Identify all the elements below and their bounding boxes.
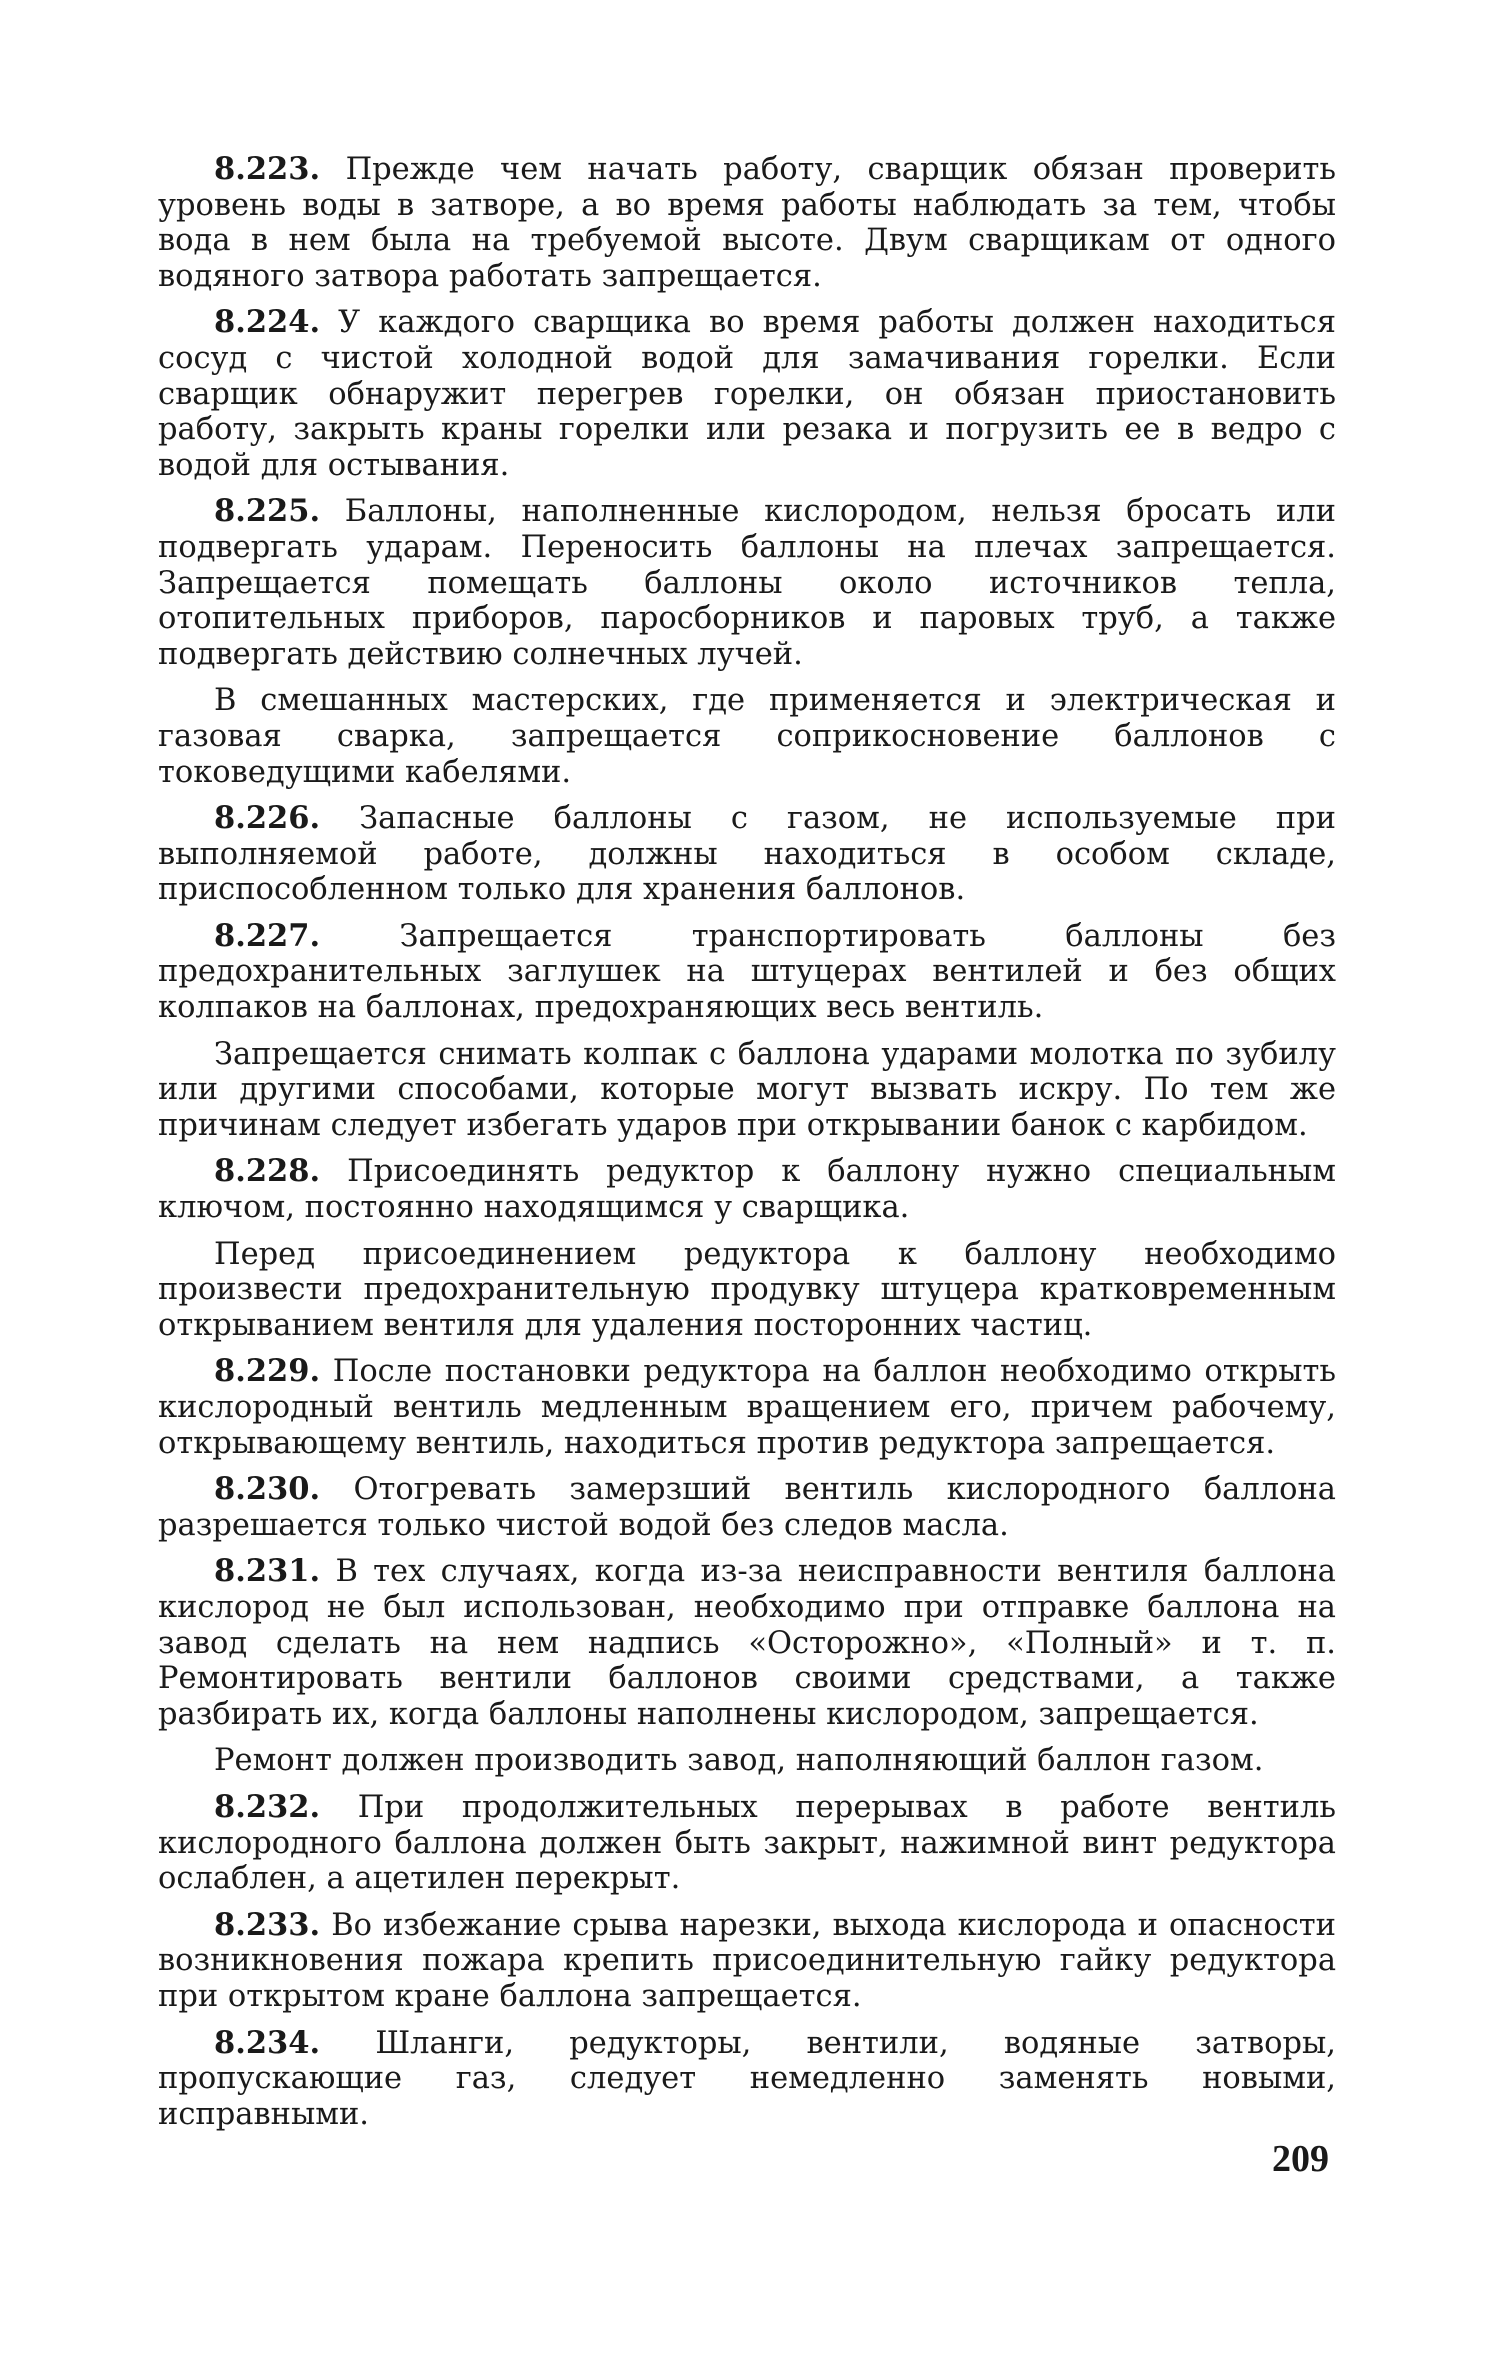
- paragraph-text: Запрещается транспортировать баллоны без предохранительных заглушек на штуцерах вентилей и без общих колпаков на баллонах, предохраняющих весь вентиль.: [158, 918, 1336, 1026]
- paragraph-8-234: [158, 2026, 1336, 2133]
- paragraph-8-226: [158, 801, 1336, 908]
- paragraph-8-229: [158, 1354, 1336, 1461]
- paragraph-text: Во избежание срыва нарезки, выхода кислорода и опасности возникновения пожара крепить присоединительную гайку редуктора при открытом кране баллона запрещается.: [158, 1907, 1336, 2014]
- paragraph-text: В смешанных мастерских, где применяется и электрическая и газовая сварка, запрещается соприкосновение баллонов с токоведущими кабелями.: [158, 683, 1336, 790]
- paragraph-8-232: [158, 1790, 1336, 1897]
- paragraph-8-227-cont: [158, 1037, 1336, 1144]
- clause-number: 8.228.: [214, 1153, 321, 1190]
- paragraph-8-225: [158, 494, 1336, 672]
- clause-number: 8.224.: [214, 304, 321, 341]
- paragraph-8-231: [158, 1554, 1336, 1732]
- paragraph-text: Шланги, редукторы, вентили, водяные затворы, пропускающие газ, следует немедленно заменять новыми, исправными.: [158, 2025, 1336, 2132]
- clause-number: 8.226.: [214, 800, 321, 837]
- paragraph-text: Отогревать замерзший вентиль кислородного баллона разрешается только чистой водой без следов масла.: [158, 1472, 1336, 1543]
- paragraph-text: Прежде чем начать работу, сварщик обязан проверить уровень воды в затворе, а во время работы наблюдать за тем, чтобы вода в нем была на требуемой высоте. Двум сварщикам от одного водяного затвора работать запрещается.: [158, 152, 1336, 294]
- paragraph-text: Присоединять редуктор к баллону нужно специальным ключом, постоянно находящимся у сварщика.: [158, 1154, 1337, 1226]
- paragraph-text: После постановки редуктора на баллон необходимо открыть кислородный вентиль медленным вращением его, причем рабочему, открывающему вентиль, находиться против редуктора запрещается.: [158, 1354, 1336, 1461]
- clause-number: 8.232.: [214, 1788, 321, 1825]
- paragraph-text: При продолжительных перерывах в работе вентиль кислородного баллона должен быть закрыт, нажимной винт редуктора ослаблен, а ацетилен перекрыт.: [158, 1789, 1336, 1897]
- paragraph-8-225-cont: [158, 683, 1336, 790]
- clause-number: 8.225.: [214, 493, 321, 530]
- clause-number: 8.234.: [214, 2024, 321, 2061]
- clause-number: 8.227.: [214, 917, 321, 954]
- paragraph-8-228-cont: [158, 1237, 1336, 1344]
- clause-number: 8.233.: [214, 1906, 321, 1943]
- clause-number: 8.231.: [214, 1553, 321, 1590]
- paragraph-8-224: [158, 305, 1336, 483]
- clause-number: 8.230.: [214, 1471, 321, 1508]
- paragraph-text: В тех случаях, когда из-за неисправности вентиля баллона кислород не был использован, необходимо при отправке баллона на завод сделать на нем надпись «Осторожно», «Полный» и т. п. Ремонтировать вентили баллонов своими средствами, а также разбирать их, когда баллоны наполнены кислородом, запрещается.: [158, 1554, 1336, 1732]
- paragraph-text: Ремонт должен производить завод, наполняющий баллон газом.: [214, 1743, 1264, 1779]
- page-number: 209: [1272, 2138, 1329, 2180]
- paragraph-text: Перед присоединением редуктора к баллону необходимо произвести предохранительную продувку штуцера кратковременным открыванием вентиля для удаления посторонних частиц.: [158, 1236, 1336, 1343]
- clause-number: 8.229.: [214, 1353, 321, 1390]
- page-body: [158, 152, 1336, 2252]
- paragraph-text: У каждого сварщика во время работы должен находиться сосуд с чистой холодной водой для замачивания горелки. Если сварщик обнаружит перегрев горелки, он обязан приостановить работу, закрыть краны горелки или резака и погрузить ее в ведро с водой для остывания.: [158, 305, 1336, 483]
- paragraph-text: Баллоны, наполненные кислородом, нельзя бросать или подвергать ударам. Переносить баллоны на плечах запрещается. Запрещается помещать баллоны около источников тепла, отопительных приборов, паросборников и паровых труб, а также подвергать действию солнечных лучей.: [158, 494, 1336, 672]
- paragraph-8-230: [158, 1472, 1336, 1543]
- paragraph-text: Запрещается снимать колпак с баллона ударами молотка по зубилу или другими способами, которые могут вызвать искру. По тем же причинам следует избегать ударов при открывании банок с карбидом.: [158, 1036, 1336, 1143]
- paragraph-text: Запасные баллоны с газом, не используемые при выполняемой работе, должны находиться в особом складе, приспособленном только для хранения баллонов.: [158, 801, 1336, 908]
- paragraph-8-228: [158, 1154, 1336, 1225]
- clause-number: 8.223.: [214, 151, 321, 187]
- paragraph-8-233: [158, 1908, 1336, 2015]
- paragraph-8-223: [158, 152, 1336, 294]
- paragraph-8-227: [158, 919, 1336, 1026]
- paragraph-8-231-cont: [158, 1743, 1336, 1779]
